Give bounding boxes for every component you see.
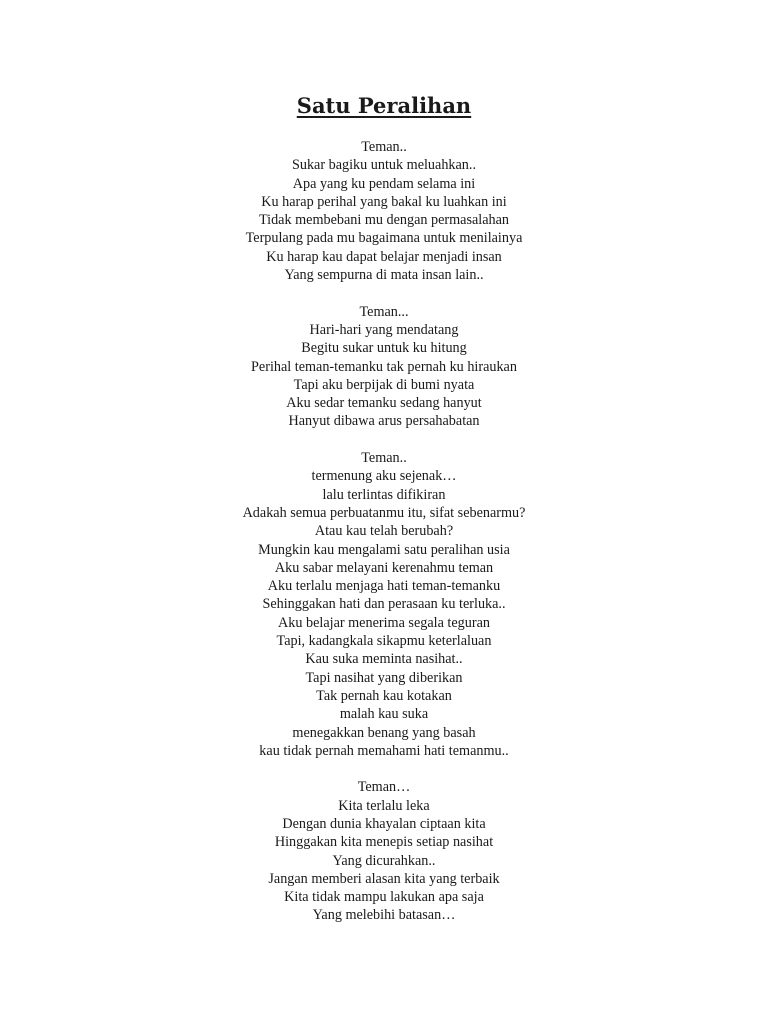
poem-line: Hari-hari yang mendatang (309, 321, 459, 338)
poem-line: Tidak membebani mu dengan permasalahan (258, 212, 510, 229)
poem-line: Teman.. (361, 450, 407, 467)
poem-line: Ku harap kau dapat belajar menjadi insan (266, 248, 502, 265)
poem-line: Tapi, kadangkala sikapmu keterlaluan (276, 633, 492, 650)
poem-line: Aku sedar temanku sedang hanyut (286, 395, 482, 412)
poem-line: Tak pernah kau kotakan (316, 687, 452, 704)
poem-line: Aku belajar menerima segala teguran (278, 614, 490, 631)
poem-line: Tapi aku berpijak di bumi nyata (293, 376, 475, 393)
poem-line: Aku terlalu menjaga hati teman-temanku (267, 578, 501, 595)
poem-stanza (0, 449, 768, 760)
poem-line: Apa yang ku pendam selama ini (292, 175, 476, 192)
poem-title: Satu Peralihan (296, 93, 472, 118)
poem-line: Yang sempurna di mata insan lain.. (284, 267, 484, 284)
poem-stanza (0, 138, 768, 284)
poem-line: Teman... (359, 303, 409, 320)
poem-line: Adakah semua perbuatanmu itu, sifat sebenarmu? (242, 504, 526, 521)
poem-line: malah kau suka (339, 706, 429, 723)
poem-line: Kau suka meminta nasihat.. (305, 651, 463, 668)
poem-line: Jangan memberi alasan kita yang terbaik (268, 870, 500, 887)
poem-line: lalu terlintas difikiran (322, 486, 446, 503)
poem-line: menegakkan benang yang basah (292, 724, 476, 741)
poem-line: Perihal teman-temanku tak pernah ku hiraukan (251, 358, 517, 375)
poem-line: Kita terlalu leka (338, 797, 430, 814)
poem-body (0, 138, 768, 943)
poem-stanza (0, 778, 768, 924)
poem-line: Begitu sukar untuk ku hitung (301, 340, 467, 357)
poem-line: Hinggakan kita menepis setiap nasihat (274, 834, 494, 851)
poem-line: Ku harap perihal yang bakal ku luahkan ini (261, 193, 507, 210)
poem-line: Kita tidak mampu lakukan apa saja (284, 889, 484, 906)
poem-line: Tapi nasihat yang diberikan (305, 669, 463, 686)
poem-stanza (0, 303, 768, 431)
poem-line: Hanyut dibawa arus persahabatan (288, 413, 480, 430)
poem-line: Teman.. (361, 139, 407, 155)
poem-line: Atau kau telah berubah? (314, 523, 454, 540)
poem-line: Mungkin kau mengalami satu peralihan usia (258, 541, 510, 558)
poem-line: Dengan dunia khayalan ciptaan kita (282, 815, 486, 832)
poem-line: Yang dicurahkan.. (332, 852, 436, 869)
poem-line: Sukar bagiku untuk meluahkan.. (291, 157, 476, 174)
poem-line: Terpulang pada mu bagaimana untuk menilainya (245, 230, 523, 247)
poem-line: termenung aku sejenak… (311, 468, 457, 485)
poem-line: kau tidak pernah memahami hati temanmu.. (259, 742, 509, 759)
poem-line: Teman… (357, 779, 411, 796)
poem-line: Aku sabar melayani kerenahmu teman (274, 559, 494, 576)
poem-line: Sehinggakan hati dan perasaan ku terluka.. (262, 596, 506, 613)
poem-line: Yang melebihi batasan… (312, 907, 456, 924)
